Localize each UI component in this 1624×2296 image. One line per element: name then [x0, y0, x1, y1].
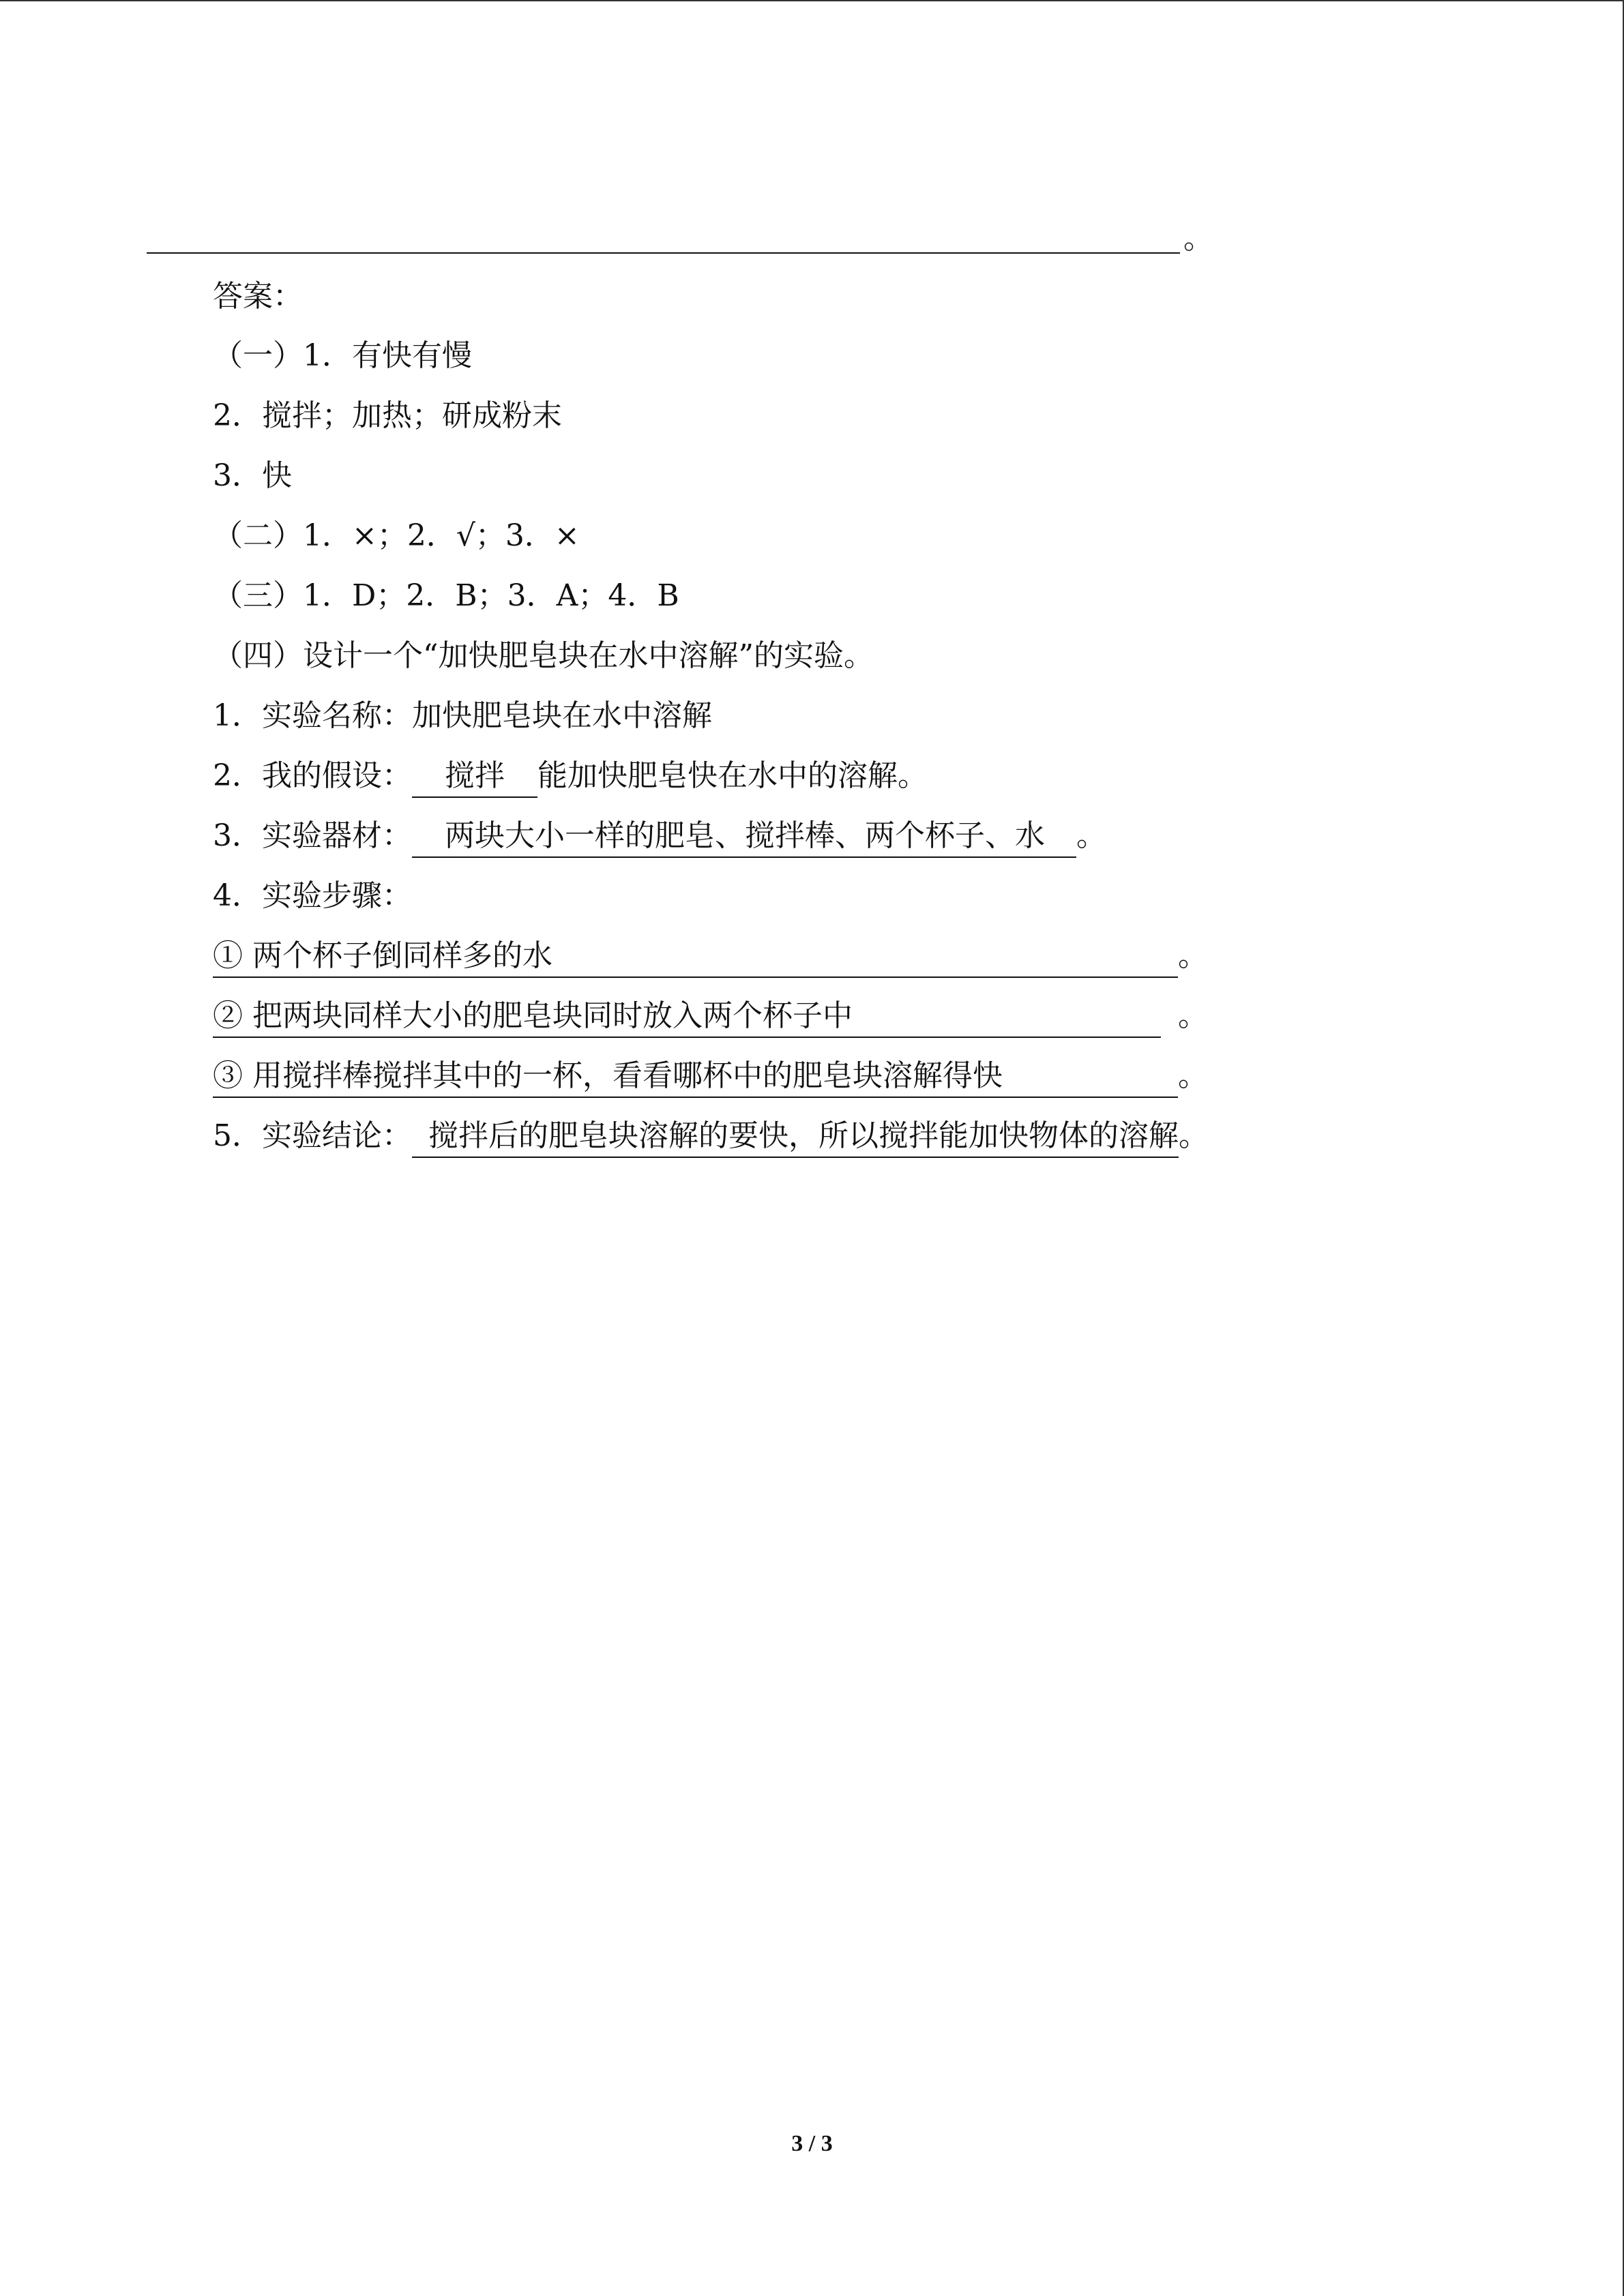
hypothesis-line: [213, 756, 928, 798]
section1-q2: 2．搅拌；加热；研成粉末: [213, 398, 562, 433]
steps-label: 4．实验步骤：: [213, 878, 412, 913]
materials-suffix: 。: [1076, 818, 1106, 853]
step-2-end: 。: [1178, 998, 1208, 1033]
step-1-text: ① 两个杯子倒同样多的水: [213, 937, 1178, 978]
materials-label: 3．实验器材：: [213, 818, 412, 853]
section4-title: （四）设计一个“加快肥皂块在水中溶解”的实验。: [213, 638, 874, 673]
materials-answer: 两块大小一样的肥皂、搅拌棒、两个杯子、水: [412, 817, 1076, 858]
experiment-name: 1．实验名称：加快肥皂块在水中溶解: [213, 698, 712, 733]
step-1: [213, 936, 1208, 978]
hypothesis-label: 2．我的假设：: [213, 758, 412, 793]
blank-period: 。: [1183, 221, 1213, 256]
page-number: 3 / 3: [791, 2131, 833, 2156]
section1-q1: （一）1．有快有慢: [213, 338, 472, 373]
step-3-text: ③ 用搅拌棒搅拌其中的一杯，看看哪杯中的肥皂块溶解得快: [213, 1057, 1178, 1098]
conclusion-answer: 搅拌后的肥皂块溶解的要快，所以搅拌能加快物体的溶解: [412, 1117, 1179, 1158]
step-3: [213, 1056, 1208, 1098]
step-2: [213, 996, 1208, 1038]
hypothesis-suffix: 能加快肥皂快在水中的溶解。: [537, 758, 928, 793]
step-2-text: ② 把两块同样大小的肥皂块同时放入两个杯子中: [213, 997, 1161, 1038]
hypothesis-answer: 搅拌: [412, 757, 537, 798]
conclusion-line: [213, 1116, 1209, 1158]
section3-answers: （三）1．D；2．B；3．A；4．B: [213, 578, 679, 613]
conclusion-suffix: 。: [1179, 1118, 1209, 1153]
answer-heading: 答案：: [213, 279, 303, 314]
section1-q3: 3．快: [213, 458, 292, 493]
step-3-end: 。: [1178, 1058, 1208, 1093]
answer-blank-line: [147, 252, 1180, 254]
section2-answers: （二）1．×；2．√；3．×: [213, 518, 580, 553]
step-1-end: 。: [1178, 938, 1208, 973]
conclusion-label: 5．实验结论：: [213, 1118, 412, 1153]
materials-line: [213, 816, 1106, 858]
